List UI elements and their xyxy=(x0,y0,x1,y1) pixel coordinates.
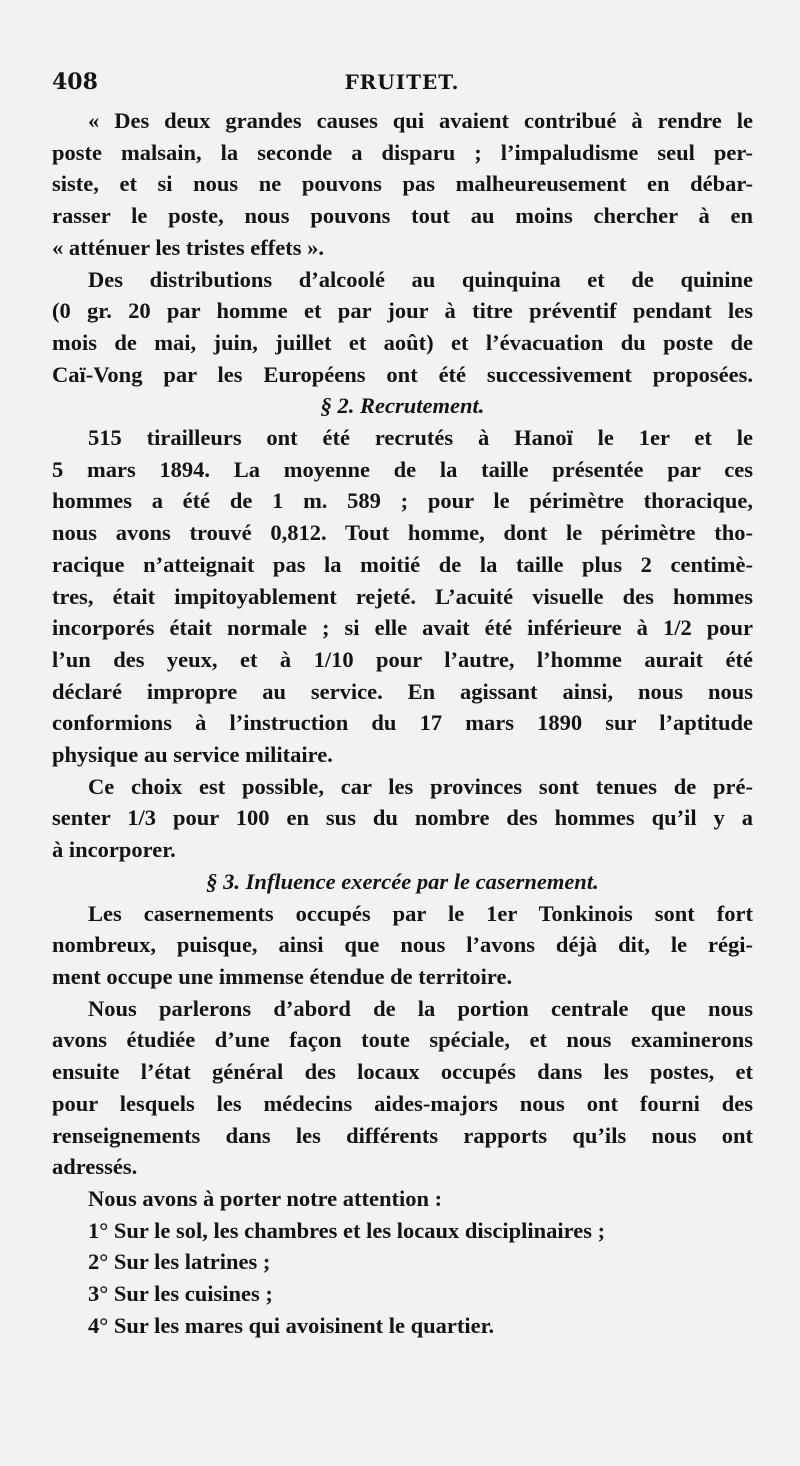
text-line: « Des deux grandes causes qui avaient contribué à rendre le xyxy=(88,108,753,133)
text-line: 4° Sur les mares qui avoisinent le quartier. xyxy=(88,1312,495,1338)
text-line: renseignements dans les différents rapports qu’ils nous ont xyxy=(52,1122,753,1148)
text-line: senter 1/3 pour 100 en sus du nombre des hommes qu’il y a xyxy=(52,805,753,831)
text-line: Caï-Vong par les Européens ont été successivement proposées. xyxy=(52,361,753,387)
text-line: rasser le poste, nous pouvons tout au moins chercher à en xyxy=(52,203,753,229)
text-line: Nous avons à porter notre attention : xyxy=(88,1185,443,1211)
text-line: Des distributions d’alcoolé au quinquina et de quinine xyxy=(88,266,753,292)
body-text xyxy=(52,105,753,1341)
text-line: physique au service militaire. xyxy=(52,742,333,768)
text-line: incorporés était normale ; si elle avait été inférieure à 1/2 pour xyxy=(52,615,753,641)
text-line: 5 mars 1894. La moyenne de la taille présentée par ces xyxy=(52,456,753,482)
page-number: 408 xyxy=(52,69,98,95)
section-heading: § 2. Recrutement. xyxy=(320,393,485,419)
text-line: racique n’atteignait pas la moitié de la taille plus 2 centimè- xyxy=(52,551,753,577)
text-line: nombreux, puisque, ainsi que nous l’avons déjà dit, le régi- xyxy=(52,932,753,958)
running-title: FRUITET. xyxy=(344,70,460,94)
text-line: pour lesquels les médecins aides-majors nous ont fourni des xyxy=(52,1090,753,1116)
text-line: (0 gr. 20 par homme et par jour à titre préventif pendant les xyxy=(52,298,753,324)
running-head xyxy=(52,66,752,98)
text-line: adressés. xyxy=(52,1154,138,1180)
text-line: poste malsain, la seconde a disparu ; l’impaludisme seul per- xyxy=(52,139,753,165)
text-line: Les casernements occupés par le 1er Tonkinois sont fort xyxy=(88,900,753,926)
text-line: ment occupe une immense étendue de territoire. xyxy=(52,963,513,989)
text-line: à incorporer. xyxy=(52,837,176,863)
text-line: hommes a été de 1 m. 589 ; pour le périmètre thoracique, xyxy=(52,488,753,514)
text-line: 515 tirailleurs ont été recrutés à Hanoï le 1er et le xyxy=(88,425,753,451)
text-line: ensuite l’état général des locaux occupés dans les postes, et xyxy=(52,1059,753,1085)
text-line: 1° Sur le sol, les chambres et les locaux disciplinaires ; xyxy=(88,1217,606,1243)
text-line: mois de mai, juin, juillet et août) et l’évacuation du poste de xyxy=(52,329,753,355)
text-line: siste, et si nous ne pouvons pas malheureusement en débar- xyxy=(52,171,753,197)
text-line: tres, était impitoyablement rejeté. L’acuité visuelle des hommes xyxy=(52,583,753,609)
text-line: 2° Sur les latrines ; xyxy=(88,1249,271,1275)
section-heading: § 3. Influence exercée par le casernement. xyxy=(206,868,599,894)
text-line: l’un des yeux, et à 1/10 pour l’autre, l’homme aurait été xyxy=(52,646,753,672)
text-line: conformions à l’instruction du 17 mars 1890 sur l’aptitude xyxy=(52,710,753,736)
text-line: avons étudiée d’une façon toute spéciale, et nous examinerons xyxy=(52,1027,753,1053)
text-line: nous avons trouvé 0,812. Tout homme, dont le périmètre tho- xyxy=(52,520,753,546)
text-line: « atténuer les tristes effets ». xyxy=(52,234,324,260)
text-line: déclaré impropre au service. En agissant ainsi, nous nous xyxy=(52,678,753,704)
text-line: 3° Sur les cuisines ; xyxy=(88,1281,273,1307)
text-line: Nous parlerons d’abord de la portion centrale que nous xyxy=(88,995,753,1021)
text-line: Ce choix est possible, car les provinces sont tenues de pré- xyxy=(88,773,753,799)
